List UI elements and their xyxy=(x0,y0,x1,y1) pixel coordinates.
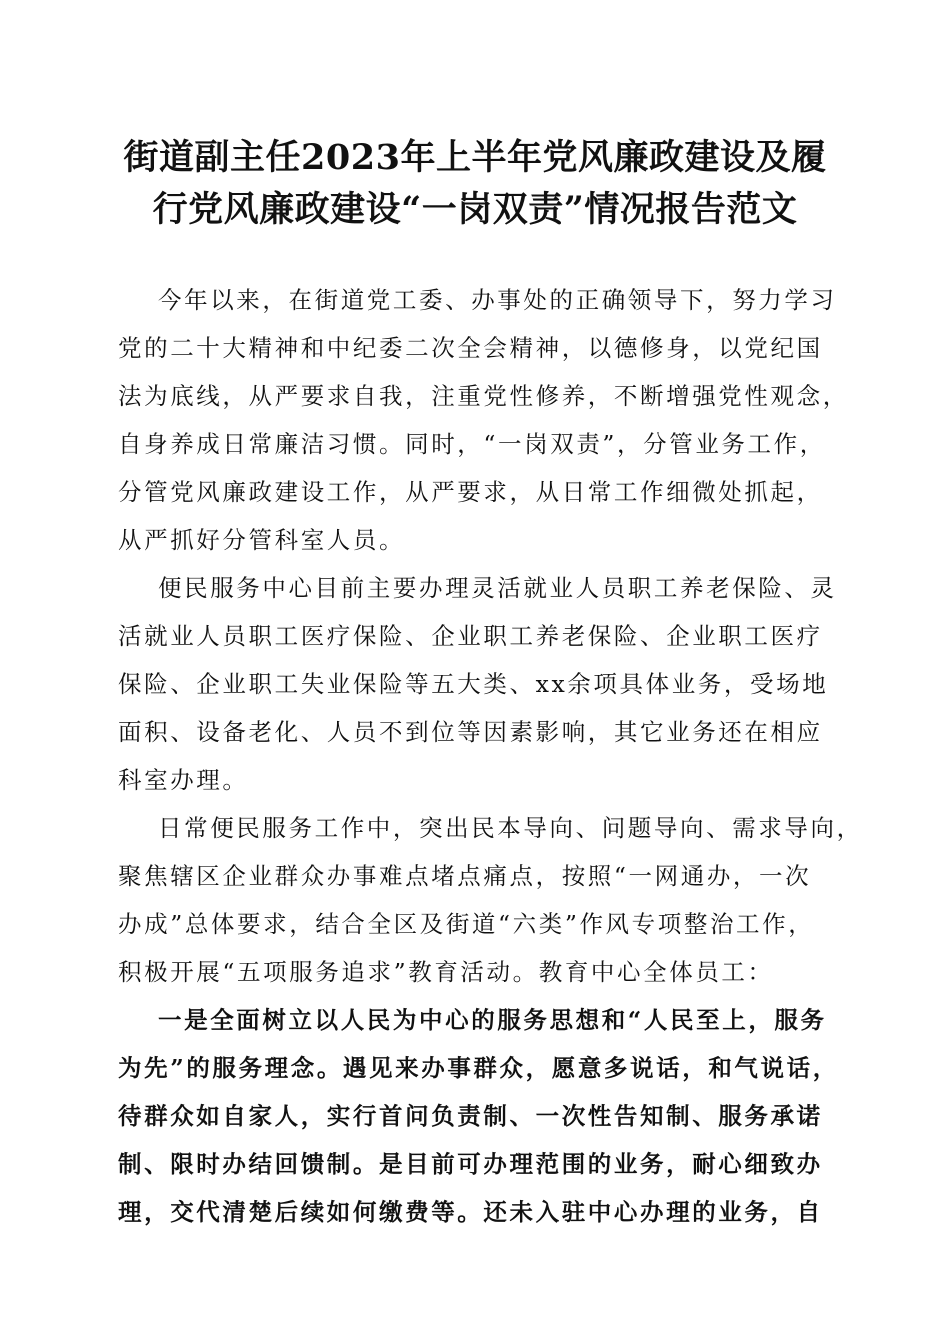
text-line: 从严抓好分管科室人员。 xyxy=(118,526,406,554)
text-line: 活就业人员职工医疗保险、企业职工养老保险、企业职工医疗 xyxy=(118,622,823,650)
text-line: 科室办理。 xyxy=(118,766,249,794)
paragraph-point-one xyxy=(118,996,839,1236)
document-title xyxy=(100,132,850,236)
text-line: 办成”总体要求，结合全区及街道“六类”作风专项整治工作， xyxy=(118,910,815,938)
text-line: 日常便民服务工作中，突出民本导向、问题导向、需求导向， xyxy=(158,814,863,842)
paragraph-service-center xyxy=(118,564,837,804)
text-line: 制、限时办结回馈制。是目前可办理范围的业务，耐心细致办 xyxy=(118,1150,823,1178)
text-line: 法为底线，从严要求自我，注重党性修养，不断增强党性观念， xyxy=(118,382,849,410)
title-line: 街道副主任2023年上半年党风廉政建设及履 xyxy=(123,137,827,178)
text-line: 自身养成日常廉洁习惯。同时，“一岗双责”，分管业务工作， xyxy=(118,430,826,458)
document-body xyxy=(118,276,863,1236)
text-line: 保险、企业职工失业保险等五大类、xx余项具体业务，受场地 xyxy=(118,670,829,698)
text-line: 今年以来，在街道党工委、办事处的正确领导下，努力学习 xyxy=(158,286,837,314)
title-line: 行党风廉政建设“一岗双责”情况报告范文 xyxy=(152,189,798,230)
paragraph-daily-service xyxy=(118,804,863,996)
text-line: 理，交代清楚后续如何缴费等。还未入驻中心办理的业务，自 xyxy=(118,1198,823,1226)
text-line: 聚焦辖区企业群众办事难点堵点痛点，按照“一网通办，一次 xyxy=(118,862,812,890)
text-line: 分管党风廉政建设工作，从严要求，从日常工作细微处抓起， xyxy=(118,478,823,506)
text-line: 便民服务中心目前主要办理灵活就业人员职工养老保险、灵 xyxy=(158,574,837,602)
text-line: 积极开展“五项服务追求”教育活动。教育中心全体员工： xyxy=(118,958,774,986)
text-line: 一是全面树立以人民为中心的服务思想和“人民至上，服务 xyxy=(158,1006,827,1034)
text-line: 为先”的服务理念。遇见来办事群众，愿意多说话，和气说话， xyxy=(118,1054,839,1082)
text-line: 党的二十大精神和中纪委二次全会精神，以德修身，以党纪国 xyxy=(118,334,823,362)
text-line: 待群众如自家人，实行首问负责制、一次性告知制、服务承诺 xyxy=(118,1102,823,1130)
text-line: 面积、设备老化、人员不到位等因素影响，其它业务还在相应 xyxy=(118,718,823,746)
paragraph-intro xyxy=(118,276,849,564)
